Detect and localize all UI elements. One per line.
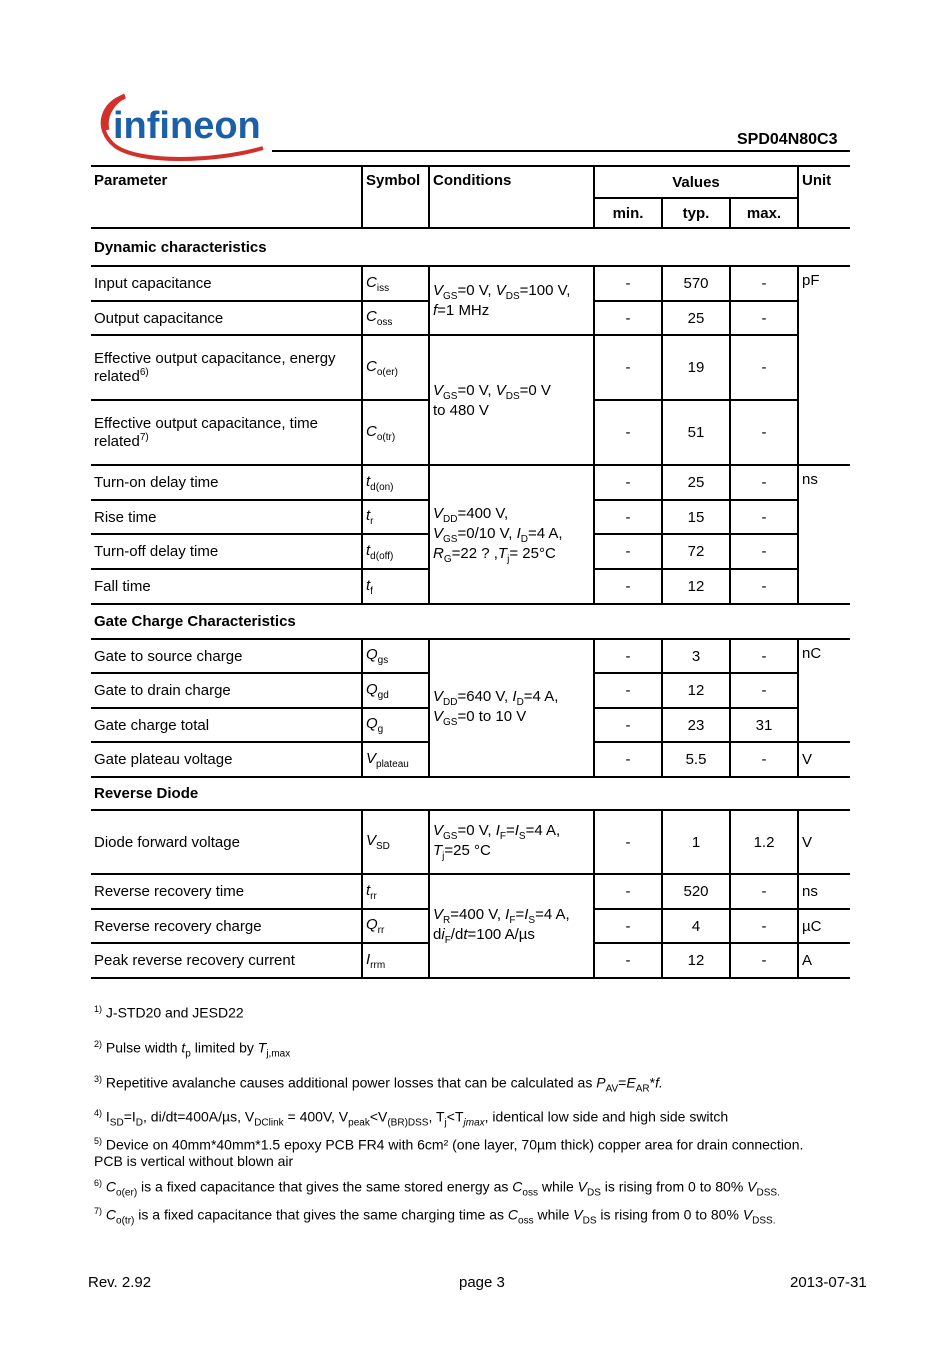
value-typ: 12	[662, 569, 730, 604]
footnote-3: $^{3)}$ Repetitive avalanche causes additional power losses that can be calculated as $P_{AV}=E_{AR}*f$.	[94, 1074, 663, 1095]
header-rule	[272, 150, 850, 152]
unit-cell: pF	[798, 266, 850, 465]
symbol-cell: $Q_{rr}$	[362, 909, 429, 943]
value-typ: 23	[662, 708, 730, 742]
value-typ: 3	[662, 639, 730, 673]
value-min: -	[594, 708, 662, 742]
footnote-6: $^{6)}$ $C_{o(er)}$ is a fixed capacitance that gives the same stored energy as $C_{oss}$ while $V_{DS}$ is rising from 0 to 80% $V_{DSS.}$	[94, 1178, 780, 1199]
param-name: Reverse recovery charge	[94, 917, 262, 935]
specification-table	[91, 165, 850, 979]
param-name: Turn-on delay time	[94, 474, 219, 491]
unit-cell: V	[798, 742, 850, 777]
value-max: -	[730, 673, 798, 708]
value-typ: 19	[662, 335, 730, 400]
symbol-cell: $t_r$	[362, 500, 429, 534]
param-name: Input capacitance	[94, 275, 212, 292]
value-max: -	[730, 500, 798, 534]
part-number: SPD04N80C3	[737, 131, 838, 148]
value-min: -	[594, 742, 662, 777]
value-max: -	[730, 534, 798, 569]
value-min: -	[594, 673, 662, 708]
table-row	[91, 639, 850, 673]
value-max: -	[730, 909, 798, 943]
value-min: -	[594, 266, 662, 301]
section-title: Dynamic characteristics	[94, 238, 267, 256]
param-name: Rise time	[94, 508, 157, 526]
param-name: Gate plateau voltage	[94, 751, 233, 768]
param-name: Turn-off delay time	[94, 543, 219, 560]
header-max: max.	[730, 198, 798, 228]
param-name: Effective output capacitance, time related$^{7)}$	[94, 415, 319, 450]
value-typ: 520	[662, 874, 730, 909]
value-typ: 15	[662, 500, 730, 534]
value-max: -	[730, 943, 798, 978]
value-max: -	[730, 569, 798, 604]
unit-cell: V	[798, 810, 850, 874]
symbol-cell: $Q_{gs}$	[362, 639, 429, 673]
param-name: Reverse recovery time	[94, 883, 245, 900]
param-name: Diode forward voltage	[94, 833, 240, 851]
header-symbol: Symbol	[362, 166, 429, 228]
symbol-cell: $C_{oss}$	[362, 301, 429, 335]
footnote-2: $^{2)}$ Pulse width $t_p$ limited by $T_{j,max}$	[94, 1039, 291, 1060]
value-max: -	[730, 465, 798, 500]
section-row	[91, 228, 850, 266]
header-conditions: Conditions	[429, 166, 594, 228]
value-min: -	[594, 465, 662, 500]
symbol-cell: $C_{iss}$	[362, 266, 429, 301]
table-row	[91, 266, 850, 301]
section-title: Reverse Diode	[94, 785, 199, 802]
param-name: Gate charge total	[94, 716, 210, 734]
conditions-cell: $V_{GS}=0$ V, $V_{DS}=100$ V, f=1 MHz	[429, 266, 594, 335]
value-max: -	[730, 742, 798, 777]
conditions-cell: $V_{DD}=400$ V, $V_{GS}=0/10$ V, $I_D=4$ A, $R_G=22$ ? $,T_j= 25^\circ C$	[429, 465, 594, 604]
value-typ: 25	[662, 301, 730, 335]
section-row	[91, 604, 850, 639]
value-min: -	[594, 909, 662, 943]
param-name: Output capacitance	[94, 309, 224, 327]
footnote-4: $^{4)}$ $I_{SD}=I_D$, di/dt=400A/µs, $V_{DClink} = 400V$, $V_{peak}<V_{(BR)DSS}$, $T_j<T_{jmax}$, identical low side and high side switch	[94, 1108, 729, 1129]
header-values: Values	[594, 166, 798, 198]
table-row	[91, 810, 850, 874]
infineon-logo	[95, 88, 265, 162]
value-max: 1.2	[730, 810, 798, 874]
value-typ: 12	[662, 943, 730, 978]
footnote-1: $^{1)}$ J-STD20 and JESD22	[94, 1004, 244, 1021]
conditions-cell: $V_R=400$ V, $I_F=I_S=4$ A, $di_F/dt=100$ A/µs	[429, 874, 594, 978]
unit-cell: ns	[798, 465, 850, 604]
symbol-cell: $Q_{gd}$	[362, 673, 429, 708]
conditions-cell: $V_{DD}=640$ V, $I_D=4$ A, $V_{GS}=0$ to 10 V	[429, 639, 594, 777]
value-typ: 25	[662, 465, 730, 500]
symbol-cell: $t_{d(on)}$	[362, 465, 429, 500]
value-min: -	[594, 639, 662, 673]
section-title: Gate Charge Characteristics	[94, 613, 296, 630]
footnote-7: $^{7)}$ $C_{o(tr)}$ is a fixed capacitance that gives the same charging time as $C_{oss}$ while $V_{DS}$ is rising from 0 to 80% $V_{DSS.}$	[94, 1206, 776, 1227]
value-min: -	[594, 301, 662, 335]
value-max: -	[730, 400, 798, 465]
footer-revision: Rev. 2.92	[88, 1274, 152, 1291]
header-min: min.	[594, 198, 662, 228]
conditions-cell: $V_{GS}=0$ V, $I_F=I_S=4$ A, $T_j=25$ °C	[429, 810, 594, 874]
value-min: -	[594, 534, 662, 569]
value-typ: 51	[662, 400, 730, 465]
symbol-cell: $t_{rr}$	[362, 874, 429, 909]
value-typ: 72	[662, 534, 730, 569]
conditions-cell: $V_{GS}=0$ V, $V_{DS}=0$ V to 480 V	[429, 335, 594, 465]
param-name: Fall time	[94, 578, 151, 595]
value-min: -	[594, 500, 662, 534]
value-max: -	[730, 266, 798, 301]
value-min: -	[594, 874, 662, 909]
param-name: Gate to drain charge	[94, 682, 231, 699]
table-header-row	[91, 166, 850, 198]
symbol-cell: $V_{plateau}$	[362, 742, 429, 777]
logo-text: infineon	[113, 105, 261, 147]
header-typ: typ.	[662, 198, 730, 228]
symbol-cell: $C_{o(er)}$	[362, 335, 429, 400]
table-row	[91, 874, 850, 909]
symbol-cell: $I_{rrm}$	[362, 943, 429, 978]
unit-cell: µC	[798, 909, 850, 943]
footer-date: 2013-07-31	[790, 1274, 867, 1291]
value-typ: 12	[662, 673, 730, 708]
unit-cell: ns	[798, 874, 850, 909]
symbol-cell: $t_f$	[362, 569, 429, 604]
value-min: -	[594, 400, 662, 465]
footer-page: page 3	[459, 1274, 505, 1291]
table-row	[91, 335, 850, 400]
param-name: Peak reverse recovery current	[94, 952, 295, 969]
header-unit: Unit	[798, 166, 850, 228]
section-row	[91, 777, 850, 810]
table-row	[91, 465, 850, 500]
unit-cell: A	[798, 943, 850, 978]
footnote-5: $^{5)}$ Device on 40mm*40mm*1.5 epoxy PCB FR4 with 6cm² (one layer, 70µm thick) copper area for drain connection. PCB is vertical without blown air	[94, 1136, 804, 1169]
value-max: -	[730, 874, 798, 909]
value-min: -	[594, 810, 662, 874]
value-min: -	[594, 569, 662, 604]
symbol-cell: $C_{o(tr)}$	[362, 400, 429, 465]
value-typ: 4	[662, 909, 730, 943]
value-max: -	[730, 639, 798, 673]
value-max: -	[730, 301, 798, 335]
value-max: -	[730, 335, 798, 400]
param-name: Effective output capacitance, energy related$^{6)}$	[94, 350, 336, 385]
header-parameter: Parameter	[94, 172, 168, 189]
value-typ: 5.5	[662, 742, 730, 777]
value-min: -	[594, 943, 662, 978]
value-min: -	[594, 335, 662, 400]
symbol-cell: $Q_g$	[362, 708, 429, 742]
param-name: Gate to source charge	[94, 647, 243, 665]
value-max: 31	[730, 708, 798, 742]
unit-cell: nC	[798, 639, 850, 742]
value-typ: 1	[662, 810, 730, 874]
symbol-cell: $t_{d(off)}$	[362, 534, 429, 569]
symbol-cell: $V_{SD}$	[362, 810, 429, 874]
value-typ: 570	[662, 266, 730, 301]
